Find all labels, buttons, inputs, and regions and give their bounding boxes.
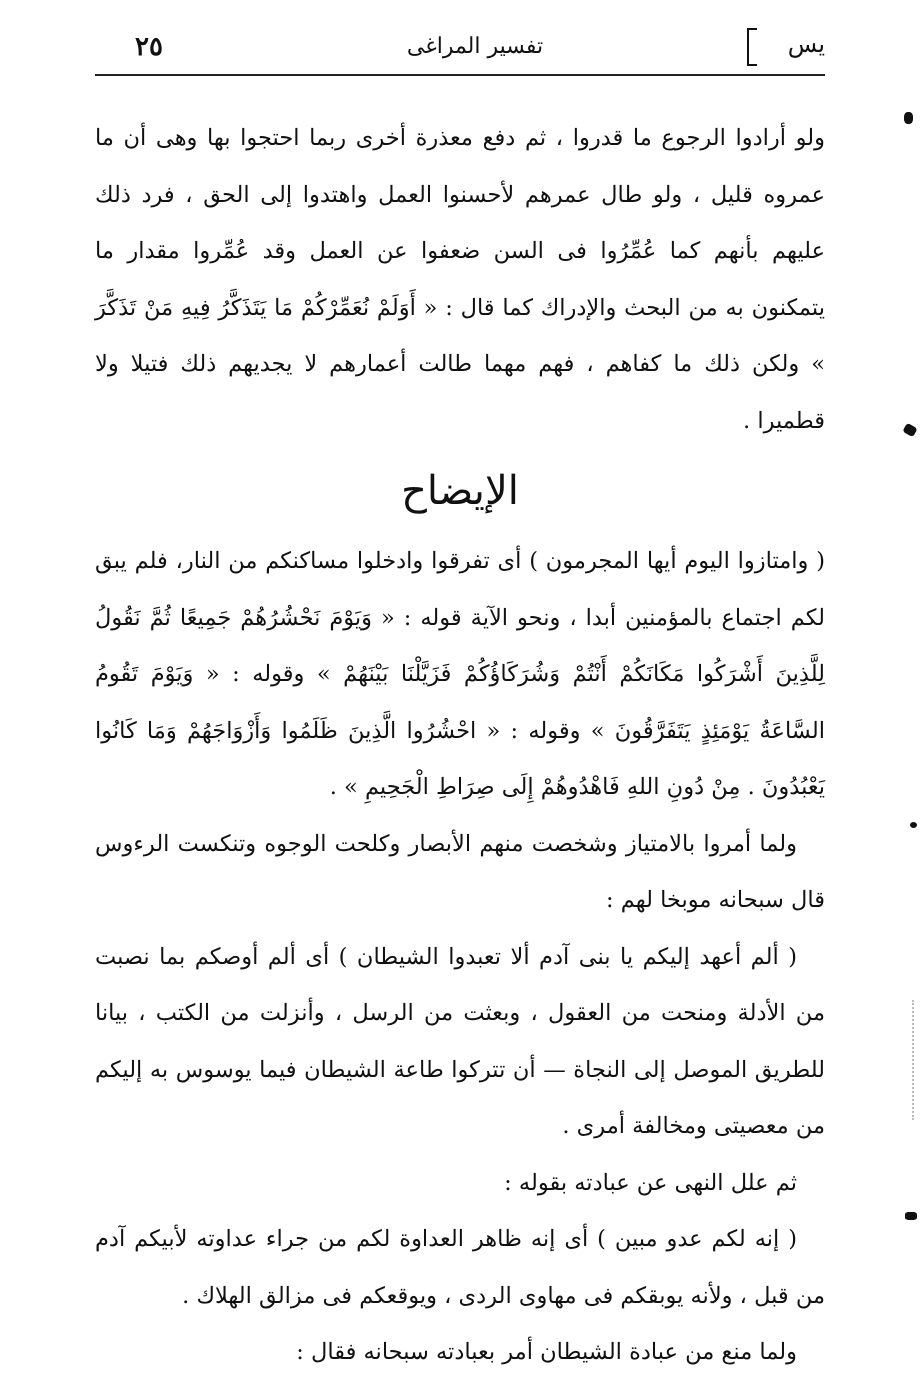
paragraph-4: ثم علل النهى عن عبادته بقوله : — [504, 1169, 797, 1196]
scan-noise — [912, 1000, 918, 1120]
margin-speck — [905, 1212, 917, 1220]
paragraph-5: ( إنه لكم عدو مبين ) أى إنه ظاهر العداوة لكم من جراء عداوته لأبيكم آدم من قبل ، ولأنه يوبقكم فى مهاوى الردى ، ويوقعكم فى مزالق الهلاك . — [95, 1226, 825, 1309]
paragraph-intro: ولو أرادوا الرجوع ما قدروا ، ثم دفع معذرة أخرى ربما احتجوا بها وهى أن ما عمروه قليل ، ولو طال عمرهم لأحسنوا العمل واهتدوا إلى الحق ، فرد ذلك عليهم بأنهم كما عُمِّرُوا فى السن ضعفوا عن العمل وقد عُمِّروا مقدار ما يتمكنون به من البحث والإدراك كما قال : « أَوَلَمْ نُعَمِّرْكُمْ مَا يَتَذَكَّرُ فِيهِ مَنْ تَذَكَّرَ » ولكن ذلك ما كفاهم ، فهم مهما طالت أعمارهم لا يجديهم ذلك فتيلا ولا قطميرا . — [95, 125, 825, 434]
margin-speck — [910, 822, 917, 828]
margin-speck — [904, 112, 913, 124]
body-text — [95, 110, 825, 1381]
paragraph-1: ( وامتازوا اليوم أيها المجرمون ) أى تفرقوا وادخلوا مساكنكم من النار، فلم يبق لكم اجتماع بالمؤمنين أبدا ، ونحو الآية قوله : « وَيَوْمَ نَحْشُرُهُمْ جَمِيعًا ثُمَّ نَقُولُ لِلَّذِينَ أَشْرَكُوا مَكَانَكُمْ أَنْتُمْ وَشُرَكَاؤُكُمْ فَزَيَّلْنَا بَيْنَهُمْ » وقوله : « وَيَوْمَ تَقُومُ السَّاعَةُ يَوْمَئِذٍ يَتَفَرَّقُونَ » وقوله : « احْشُرُوا الَّذِينَ ظَلَمُوا وَأَزْوَاجَهُمْ وَمَا كَانُوا يَعْبُدُونَ . مِنْ دُونِ اللهِ فَاهْدُوهُمْ إِلَى صِرَاطِ الْجَحِيمِ » . — [95, 548, 825, 800]
page-header — [95, 28, 825, 74]
section-heading: الإيضاح — [401, 468, 519, 514]
paragraph-6: ولما منع من عبادة الشيطان أمر بعبادته سبحانه فقال : — [296, 1339, 797, 1365]
paragraph-3: ( ألم أعهد إليكم يا بنى آدم ألا تعبدوا الشيطان ) أى ألم أوصكم بما نصبت من الأدلة ومنحت من العقول ، وبعثت من الرسل ، وأنزلت من الكتب ، بيانا للطريق الموصل إلى النجاة — أن تتركوا طاعة الشيطان فيما يوسوس به إليكم من معصيتى ومخالفة أمرى . — [95, 943, 825, 1139]
page-number: ٢٥ — [135, 32, 163, 62]
surah-name: يس — [787, 30, 825, 58]
header-divider — [95, 74, 825, 76]
paragraph-2: ولما أمروا بالامتياز وشخصت منهم الأبصار وكلحت الوجوه وتنكست الرءوس قال سبحانه موبخا لهم : — [95, 830, 825, 913]
surah-bracket — [747, 28, 757, 66]
running-title: تفسير المراغى — [406, 34, 544, 59]
margin-speck — [902, 423, 917, 438]
